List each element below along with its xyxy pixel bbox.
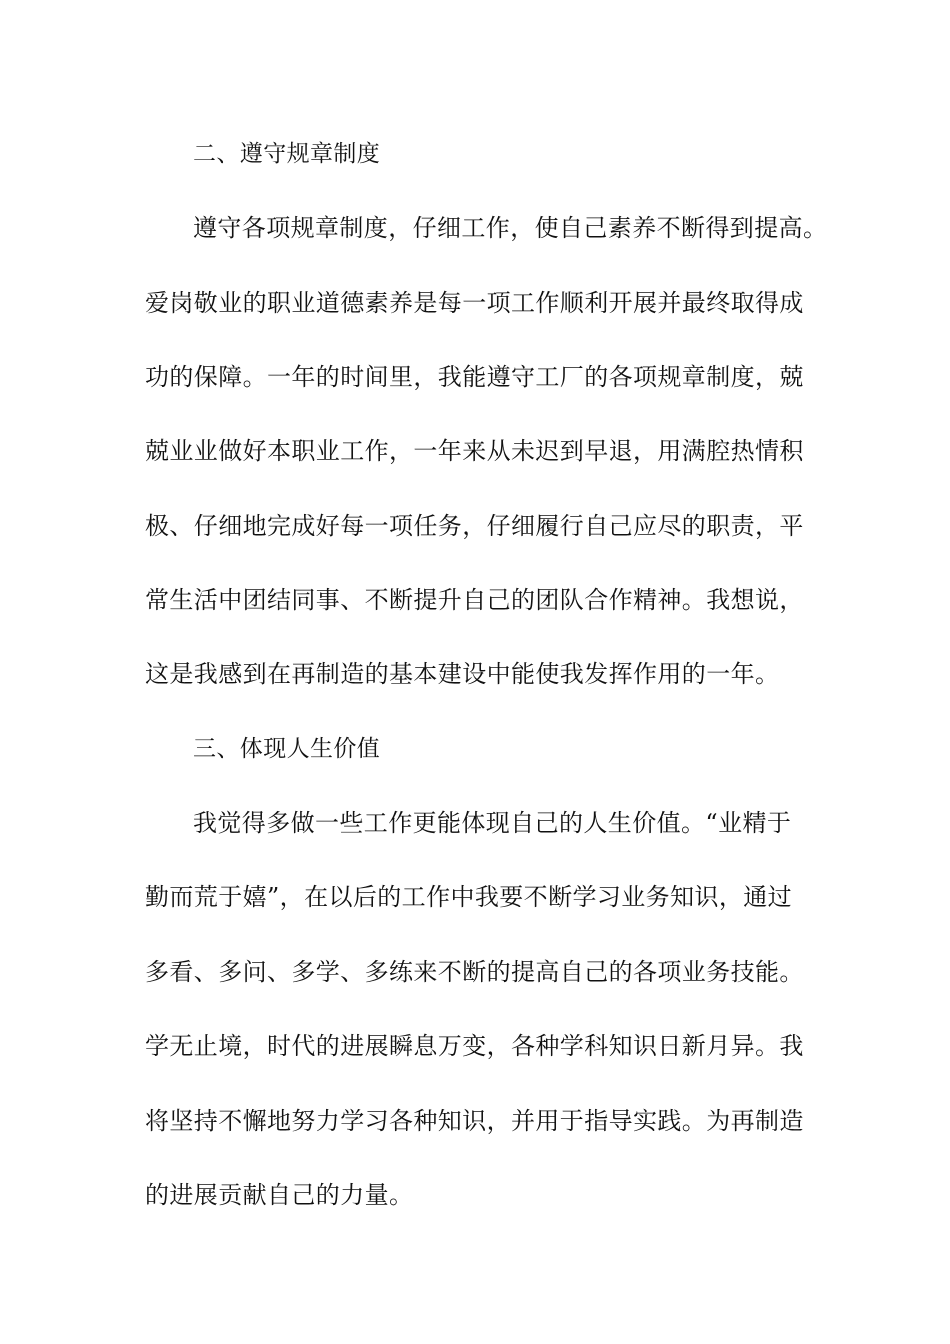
paragraph-line: 多看、多问、多学、多练来不断的提高自己的各项业务技能。 xyxy=(145,958,804,986)
paragraph-line: 我觉得多做一些工作更能体现自己的人生价值。“业精于 xyxy=(193,809,792,837)
paragraph-line: 将坚持不懈地努力学习各种知识，并用于指导实践。为再制造 xyxy=(145,1107,804,1135)
section-heading-2: 二、遵守规章制度 xyxy=(193,141,381,167)
paragraph-line: 学无止境，时代的进展瞬息万变，各种学科知识日新月异。我 xyxy=(145,1032,804,1060)
paragraph-line: 遵守各项规章制度，仔细工作，使自己素养不断得到提高。 xyxy=(193,214,828,242)
paragraph-line: 这是我感到在再制造的基本建设中能使我发挥作用的一年。 xyxy=(145,660,780,688)
paragraph-line: 功的保障。一年的时间里，我能遵守工厂的各项规章制度，兢 xyxy=(145,363,804,391)
paragraph-line: 爱岗敬业的职业道德素养是每一项工作顺利开展并最终取得成 xyxy=(145,289,804,317)
paragraph-line: 极、仔细地完成好每一项任务，仔细履行自己应尽的职责，平 xyxy=(145,512,804,540)
section-heading-3: 三、体现人生价值 xyxy=(193,736,381,762)
paragraph-line: 勤而荒于嬉”，在以后的工作中我要不断学习业务知识，通过 xyxy=(145,883,793,911)
paragraph-line: 的进展贡献自己的力量。 xyxy=(145,1181,414,1209)
paragraph-line: 常生活中团结同事、不断提升自己的团队合作精神。我想说， xyxy=(145,586,804,614)
paragraph-line: 兢业业做好本职业工作，一年来从未迟到早退，用满腔热情积 xyxy=(145,437,804,465)
